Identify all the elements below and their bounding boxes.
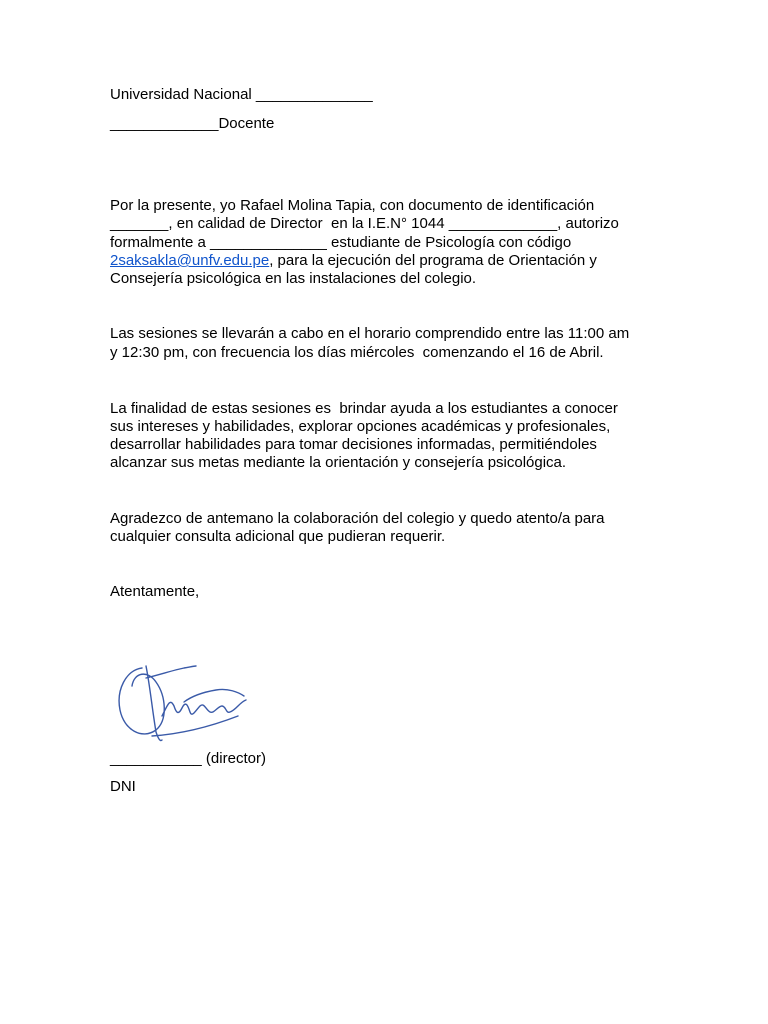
handwritten-signature xyxy=(112,656,262,746)
paragraph-2-line-1: Las sesiones se llevarán a cabo en el horario comprendido entre las 11:00 am xyxy=(110,325,630,342)
signature-stroke-cross xyxy=(146,666,196,678)
signature-stroke-underline xyxy=(152,716,238,736)
paragraph-1-line-4 xyxy=(110,252,597,270)
paragraph-3-line-4: alcanzar sus metas mediante la orientación y consejería psicológica. xyxy=(110,454,567,471)
closing-text: Atentamente, xyxy=(110,583,200,600)
email-link[interactable]: 2saksakla@unfv.edu.pe xyxy=(110,252,270,269)
docente-line: _____________Docente xyxy=(110,115,275,132)
signature-stroke-loop xyxy=(119,668,164,734)
dni-label: DNI xyxy=(110,778,136,795)
paragraph-2-line-2: y 12:30 pm, con frecuencia los días miércoles comenzando el 16 de Abril. xyxy=(110,344,604,361)
paragraph-1-line-3: formalmente a ______________ estudiante de Psicología con código xyxy=(110,234,572,251)
paragraph-1-line-1: Por la presente, yo Rafael Molina Tapia, con documento de identificación xyxy=(110,197,595,214)
university-line: Universidad Nacional ______________ xyxy=(110,86,373,103)
paragraph-3-line-1: La finalidad de estas sesiones es brindar ayuda a los estudiantes a conocer xyxy=(110,400,618,417)
paragraph-1-line-5: Consejería psicológica en las instalaciones del colegio. xyxy=(110,270,477,287)
paragraph-1-line-4-text: , para la ejecución del programa de Orientación y xyxy=(269,252,597,269)
signature-line: ___________ (director) xyxy=(110,750,266,767)
paragraph-4-line-2: cualquier consulta adicional que pudieran requerir. xyxy=(110,528,446,545)
signature-stroke-tail xyxy=(184,689,244,702)
paragraph-4-line-1: Agradezco de antemano la colaboración del colegio y quedo atento/a para xyxy=(110,510,605,527)
paragraph-3-line-3: desarrollar habilidades para tomar decisiones informadas, permitiéndoles xyxy=(110,436,597,453)
signature-stroke-letters xyxy=(162,700,246,716)
paragraph-1-line-2: _______, en calidad de Director en la I.E.N° 1044 _____________, autorizo xyxy=(110,215,619,232)
paragraph-3-line-2: sus intereses y habilidades, explorar opciones académicas y profesionales, xyxy=(110,418,611,435)
